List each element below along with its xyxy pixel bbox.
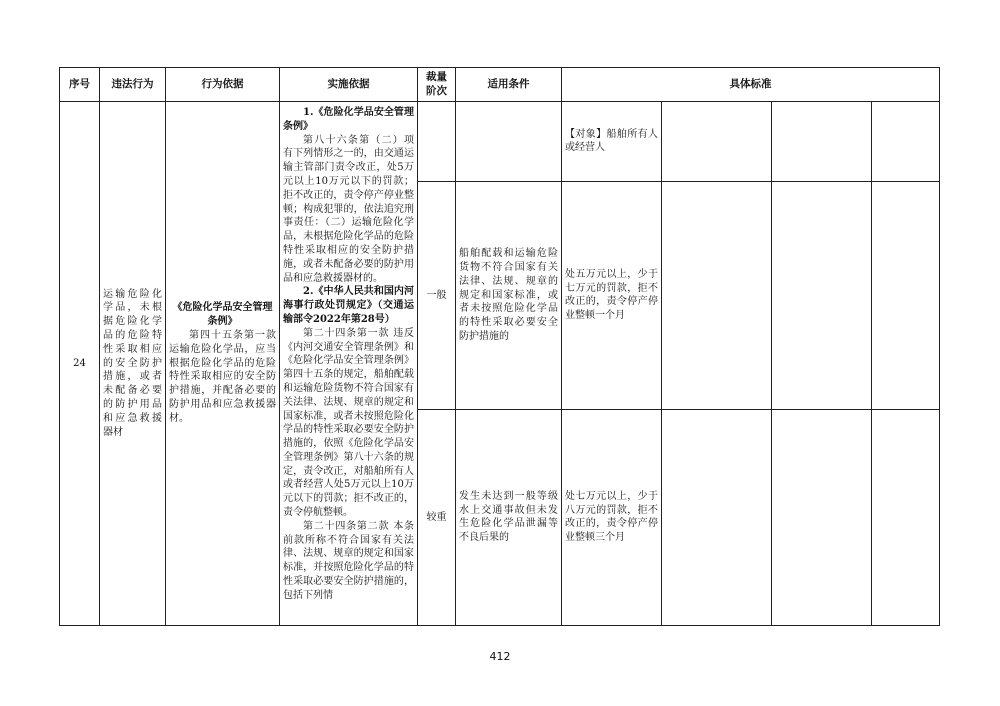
std-empty-5 [772,181,872,409]
page-number: 412 [489,650,511,663]
behavior-cell: 运输危险化学品，未根据危险化学品的危险特性采取相应的安全防护措施，或者未配备必要的防护用品和应急救援器材 [100,101,166,625]
impl-para-4: 第二十四条第一款 违反《内河交通安全管理条例》和《危险化学品安全管理条例》第四十五条的规定，船舶配载和运输危险货物不符合国家有关法律、法规、规章的规定和国家标准，或者未按照危险化学品的特性采取必要安全防护措施的，依照《危险化学品安全管理条例》第八十六条的规定，责令改正，对船舶所有人或者经营人处5万元以上10万元以下的罚款；拒不改正的，责令停航整顿。 [283,327,414,519]
header-row [60,68,940,102]
level-serious: 较重 [418,409,456,625]
impl-para-2: 第八十六条第（二）项 有下列情形之一的，由交通运输主管部门责令改正，处5万元以上10万元以下的罚款；拒不改正的，责令停产停业整顿；构成犯罪的，依法追究刑事责任：（二）运输危险化学品，未根据危险化学品的危险特性采取相应的安全防护措施，或者未配备必要的防护用品和应急救援器材的。 [283,134,414,284]
regulation-table [59,67,940,626]
std-empty-1 [662,101,772,181]
std-empty-8 [772,409,872,625]
basis-cell [166,101,280,625]
std-empty-6 [872,181,940,409]
std-empty-4 [662,181,772,409]
level-empty [418,101,456,181]
header-impl: 实施依据 [280,68,418,102]
header-std: 具体标准 [562,68,940,102]
header-cond: 适用条件 [456,68,562,102]
target-cell: 【对象】船舶所有人或经营人 [562,101,662,181]
header-behavior: 违法行为 [100,68,166,102]
impl-para-5: 第二十四条第二款 本条前款所称不符合国家有关法律、法规、规章的规定和国家标准，并按照危险化学品的特性采取必要安全防护措施的，包括下列情 [283,520,414,601]
basis-title: 《危险化学品安全管理条例》 [172,302,273,328]
std-empty-9 [872,409,940,625]
cond-serious: 发生未达到一般等级水上交通事故但未发生危险化学品泄漏等不良后果的 [456,409,562,625]
impl-cell [280,101,418,625]
header-basis: 行为依据 [166,68,280,102]
std-empty-2 [772,101,872,181]
header-level: 裁量阶次 [418,68,456,102]
std-empty-7 [662,409,772,625]
std-empty-3 [872,101,940,181]
table-row [60,101,940,181]
std-serious: 处七万元以上，少于八万元的罚款，拒不改正的，责令停产停业整顿三个月 [562,409,662,625]
cond-general: 船舶配载和运输危险货物不符合国家有关法律、法规、规章的规定和国家标准，或者未按照危险化学品的特性采取必要安全防护措施的 [456,181,562,409]
row-number: 24 [60,101,100,625]
cond-empty [456,101,562,181]
impl-para-1: 1.《危险化学品安全管理条例》 [283,106,414,132]
level-general: 一般 [418,181,456,409]
header-no: 序号 [60,68,100,102]
std-general: 处五万元以上，少于七万元的罚款，拒不改正的，责令停产停业整顿一个月 [562,181,662,409]
basis-body: 第四十五条第一款 运输危险化学品，应当根据危险化学品的危险特性采取相应的安全防护措施，并配备必要的防护用品和应急救援器材。 [169,329,276,424]
impl-para-3: 2.《中华人民共和国内河海事行政处罚规定》（交通运输部令2022年第28号） [283,286,414,325]
